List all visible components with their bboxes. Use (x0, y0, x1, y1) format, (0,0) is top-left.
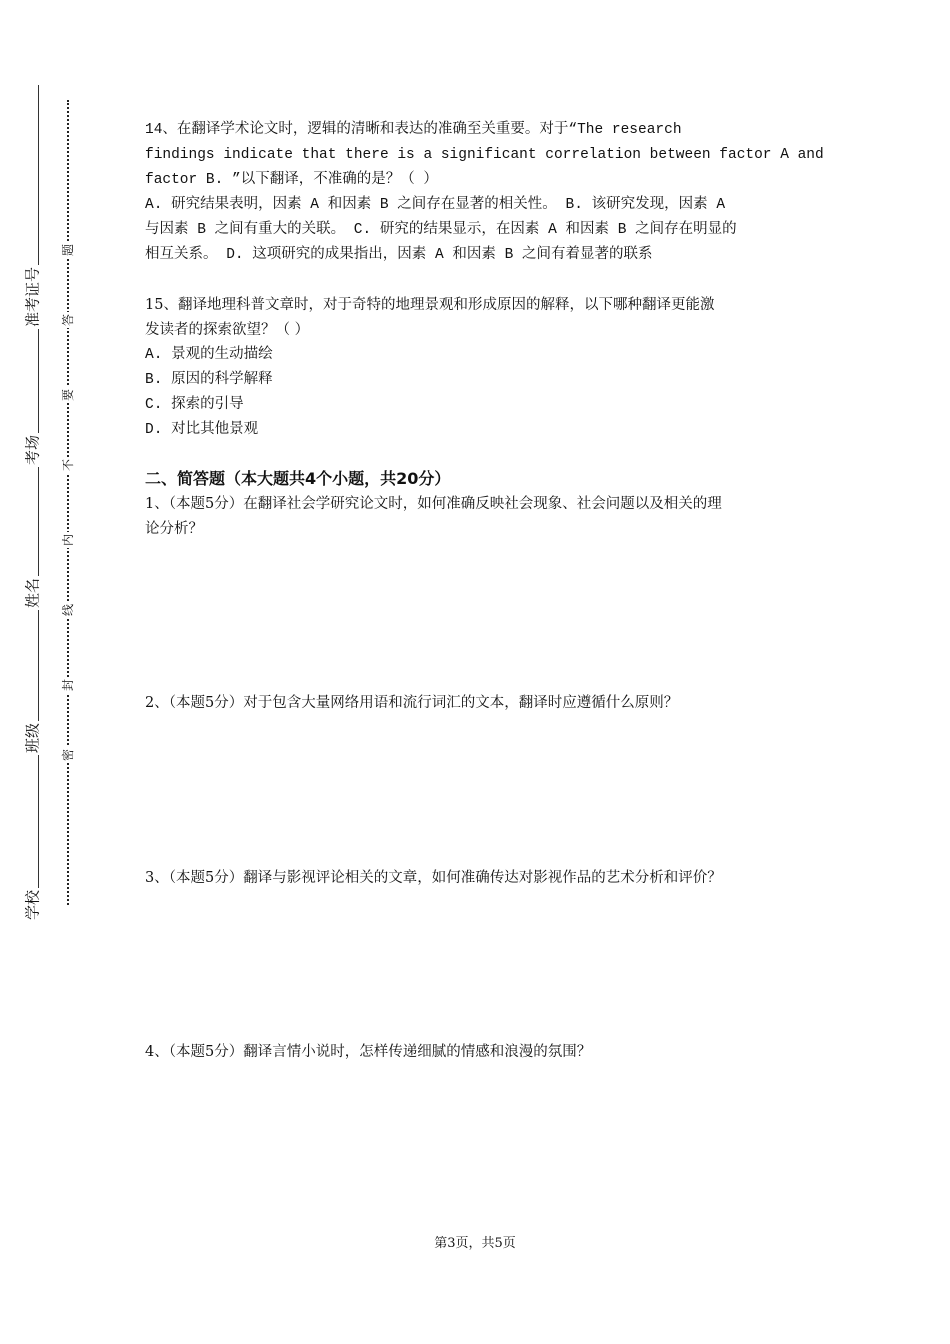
q15-line: 发读者的探索欲望？（ ） (145, 322, 310, 338)
exam-id-label: 准考证号 (23, 266, 42, 328)
q15-line: 15、翻译地理科普文章时，对于奇特的地理景观和形成原因的解释，以下哪种翻译更能激 (145, 297, 715, 313)
page-footer: 第3页，共5页 (434, 1236, 516, 1251)
short-answer-1: 1、（本题5分）在翻译社会学研究论文时，如何准确反映社会现象、社会问题以及相关的理 (145, 496, 722, 512)
short-answer-3: 3、（本题5分）翻译与影视评论相关的文章，如何准确传达对影视作品的艺术分析和评价？ (145, 870, 722, 886)
q14-line: A. 研究结果表明，因素 A 和因素 B 之间存在显著的相关性。 B. 该研究发现，因素 A (145, 197, 726, 213)
q15-option: A. 景观的生动描绘 (145, 347, 273, 363)
q15-option: C. 探索的引导 (145, 397, 244, 413)
seal-char: 密 (61, 749, 75, 762)
exam-room-label: 考场 (23, 434, 42, 466)
q14-line: 14、在翻译学术论文时，逻辑的清晰和表达的准确至关重要。对于“The research (145, 122, 682, 138)
seal-char: 内 (61, 534, 75, 547)
school-label: 学校 (23, 889, 42, 921)
seal-char: 题 (61, 244, 75, 257)
name-label: 姓名 (23, 577, 42, 609)
seal-char: 线 (61, 604, 75, 617)
q14-line: factor B. ”以下翻译，不准确的是？（ ） (145, 172, 438, 188)
q14-line: 相互关系。 D. 这项研究的成果指出，因素 A 和因素 B 之间有着显著的联系 (145, 247, 653, 263)
q15-option: D. 对比其他景观 (145, 422, 259, 438)
seal-char: 封 (61, 679, 75, 692)
seal-char: 答 (61, 314, 75, 327)
q15-option: B. 原因的科学解释 (145, 372, 273, 388)
seal-char: 要 (61, 389, 75, 402)
q14-line: findings indicate that there is a significant correlation between factor A and (145, 147, 824, 163)
binding-line (38, 85, 39, 920)
short-answer-4: 4、（本题5分）翻译言情小说时，怎样传递细腻的情感和浪漫的氛围？ (145, 1044, 592, 1060)
q14-line: 与因素 B 之间有重大的关联。 C. 研究的结果显示，在因素 A 和因素 B 之间存在明显的 (145, 222, 737, 238)
short-answer-1-cont: 论分析？ (145, 521, 203, 537)
seal-dotted-line (67, 100, 69, 905)
section-heading: 二、简答题（本大题共4个小题，共20分） (145, 469, 451, 488)
seal-char: 不 (61, 459, 75, 472)
class-label: 班级 (23, 722, 42, 754)
short-answer-2: 2、（本题5分）对于包含大量网络用语和流行词汇的文本，翻译时应遵循什么原则？ (145, 695, 679, 711)
